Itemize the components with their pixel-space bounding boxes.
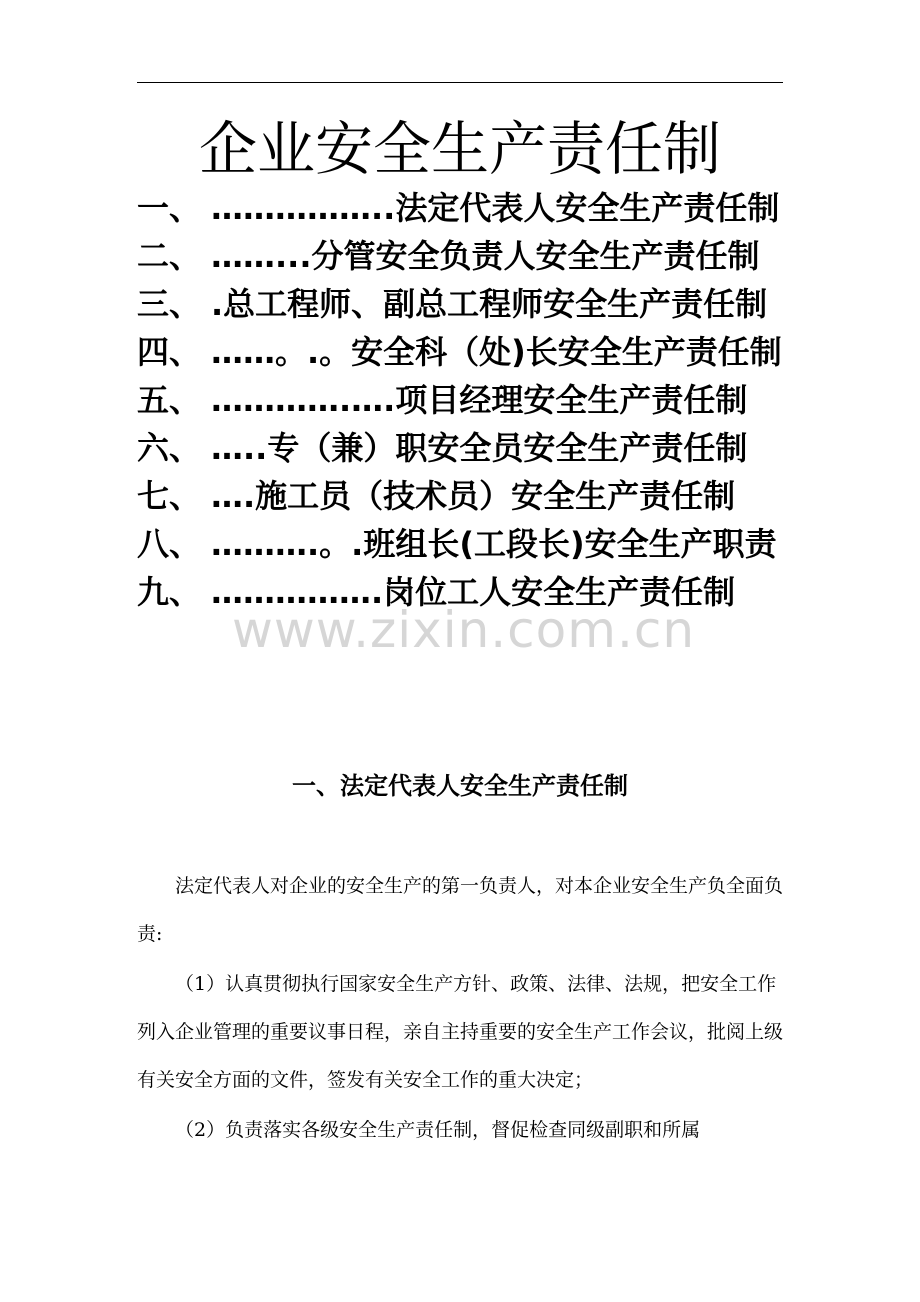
toc-item [137,568,787,616]
toc-item [137,184,787,232]
toc-item [137,520,787,568]
toc-number: 七、 [137,477,202,515]
document-title: 企业安全生产责任制 [198,115,721,183]
toc-number: 四、 [137,333,202,371]
toc-number: 三、 [137,285,202,323]
toc-text: …………….岗位工人安全生产责任制 [211,573,736,611]
section-heading: 一、法定代表人安全生产责任制 [292,772,628,800]
toc-text: …..专（兼）职安全员安全生产责任制 [211,429,748,467]
toc-item [137,232,787,280]
header-rule [137,82,783,83]
toc-item [137,424,787,472]
toc-item [137,472,787,520]
toc-text: .总工程师、副总工程师安全生产责任制 [211,285,768,323]
paragraph: 法定代表人对企业的安全生产的第一负责人，对本企业安全生产负全面负责: [137,875,784,945]
toc-number: 九、 [137,573,202,611]
toc-text: ……。.。安全科（处)长安全生产责任制 [211,333,782,371]
toc-text: ……...分管安全负责人安全生产责任制 [211,237,760,275]
toc-number: 八、 [137,525,202,563]
toc-text: ……………..法定代表人安全生产责任制 [211,189,780,227]
section-body [137,862,783,1156]
toc-item [137,328,787,376]
toc-number: 六、 [137,429,202,467]
paragraph: （1）认真贯彻执行国家安全生产方针、政策、法律、法规，把安全工作列入企业管理的重要议事日程，亲自主持重要的安全生产工作会议，批阅上级有关安全方面的文件，签发有关安全工作的重大决定； [137,973,784,1091]
watermark: www.zixin.com.cn [232,601,696,659]
toc-text: ….施工员（技术员）安全生产责任制 [211,477,736,515]
toc-text: ………….….项目经理安全生产责任制 [211,381,748,419]
toc-item [137,376,787,424]
toc-item [137,280,787,328]
toc-text: ……….。.班组长(工段长)安全生产职责 [211,525,777,563]
toc-number: 五、 [137,381,202,419]
toc-number: 二、 [137,237,202,275]
table-of-contents [137,184,787,616]
toc-number: 一、 [137,189,202,227]
paragraph: （2）负责落实各级安全生产责任制，督促检查同级副职和所属 [175,1119,701,1141]
